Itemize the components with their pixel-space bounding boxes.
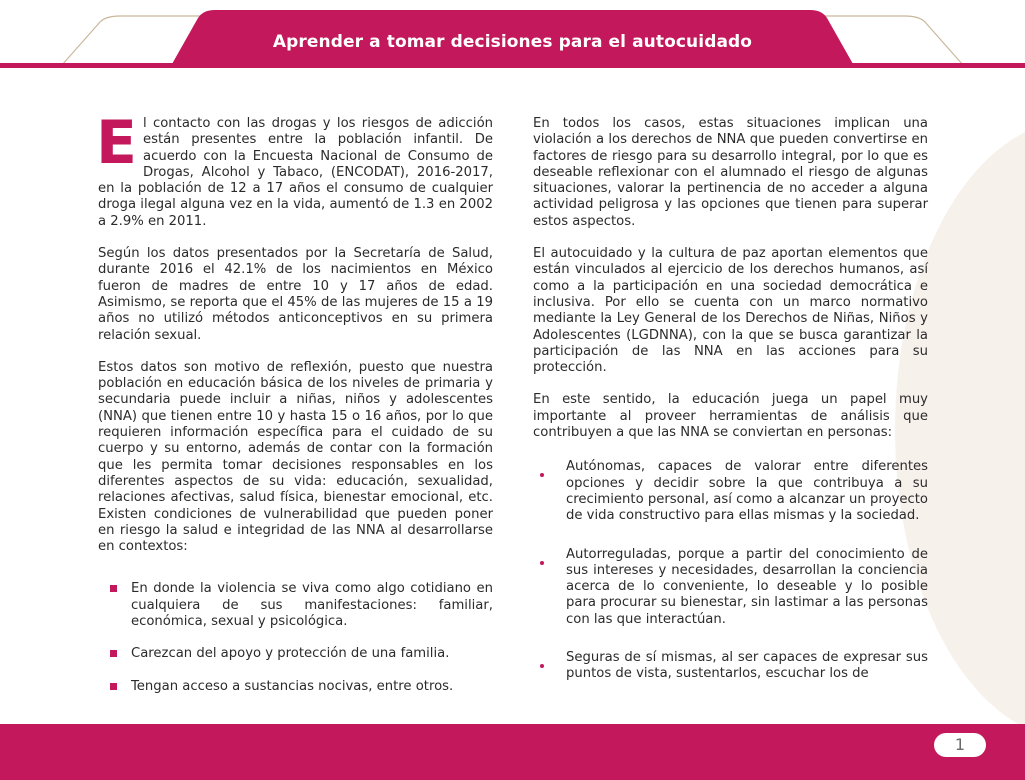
page-title: Aprender a tomar decisiones para el autocuidado xyxy=(272,32,753,52)
header-rule xyxy=(0,63,1025,68)
list-item xyxy=(533,650,928,683)
drop-cap: E xyxy=(96,108,137,178)
dot-bullet-icon xyxy=(540,473,544,477)
list-item xyxy=(98,581,493,630)
paragraph: Según los datos presentados por la Secretaría de Salud, durante 2016 el 42.1% de los nacimientos en México fueron de madres de entre 10 y 17 años de edad. Asimismo, se reporta que el 45% de las mujeres de 15 a 19 años no utilizó métodos anticonceptivos en su primera relación sexual. xyxy=(98,246,493,343)
square-bullet-icon xyxy=(110,585,117,592)
list-item xyxy=(533,459,928,524)
left-column xyxy=(96,108,493,711)
paragraph: Estos datos son motivo de reflexión, puesto que nuestra población en educación básica de los niveles de primaria y secundaria puede incluir a niñas, niños y adolescentes (NNA) que tienen entre 10 y hasta 15 o 16 años, por lo que requieren información específica para el cuidado de su cuerpo y su entorno, además de contar con la formación que les permita tomar decisiones responsables en los diferentes aspectos de su vida: educación, sexualidad, relaciones afectivas, salud física, bienestar emocional, etc. Existen condiciones de vulnerabilidad que pueden poner en riesgo la salud e integridad de las NNA al desarrollarse en contextos: xyxy=(98,359,493,555)
footer-bar xyxy=(0,724,1025,780)
right-column xyxy=(533,116,928,699)
dot-bullet-icon xyxy=(540,664,544,668)
list-item-text: Tengan acceso a sustancias nocivas, entre otros. xyxy=(131,678,454,694)
paragraph: El autocuidado y la cultura de paz aportan elementos que están vinculados al ejercicio de los derechos humanos, así como a la participación en una sociedad democrática e inclusiva. Por ello se cuenta con un marco normativo mediante la Ley General de los Derechos de Niñas, Niños y Adolescentes (LGDNNA), con la que se busca garantizar la participación de las NNA en las acciones para su protección. xyxy=(533,246,928,376)
list-item-text: En donde la violencia se viva como algo cotidiano en cualquiera de sus manifestaciones: familiar, económica, sexual y psicológica. xyxy=(131,581,493,630)
list-item-text: Autónomas, capaces de valorar entre diferentes opciones y decidir sobre la que contribuya a su crecimiento personal, así como a alcanzar un proyecto de vida constructivo para ellas mismas y la sociedad. xyxy=(566,459,928,524)
list-item xyxy=(98,646,493,662)
list-item-text: Carezcan del apoyo y protección de una familia. xyxy=(131,646,450,662)
list-item xyxy=(533,547,928,628)
paragraph: En todos los casos, estas situaciones implican una violación a los derechos de NNA que pueden convertirse en factores de riesgo para su desarrollo integral, por lo que es deseable reflexionar con el alumnado el riesgo de algunas situaciones, valorar la pertinencia de no acceder a alguna actividad peligrosa y las opciones que tienen para superar estos aspectos. xyxy=(533,116,928,229)
list-item xyxy=(98,679,493,695)
traits-list xyxy=(533,459,928,682)
paragraph: En este sentido, la educación juega un papel muy importante al proveer herramientas de análisis que contribuyen a que las NNA se conviertan en personas: xyxy=(533,392,928,441)
list-item-text: Seguras de sí mismas, al ser capaces de expresar sus puntos de vista, sustentarlos, escuchar los de xyxy=(566,650,928,682)
intro-paragraph xyxy=(96,108,493,230)
dot-bullet-icon xyxy=(540,561,544,565)
square-bullet-icon xyxy=(110,683,117,690)
context-list xyxy=(98,581,493,694)
intro-text: l contacto con las drogas y los riesgos de adicción están presentes entre la población infantil. De acuerdo con la Encuesta Nacional de Consumo de Drogas, Alcohol y Tabaco, (ENCODAT), 2016-2017, en la población de 12 a 17 años el consumo de cualquier droga ilegal alguna vez en la vida, aumentó de 1.3 en 2002 a 2.9% en 2011. xyxy=(98,116,493,229)
page-number: 1 xyxy=(934,733,986,757)
list-item-text: Autorreguladas, porque a partir del conocimiento de sus intereses y necesidades, desarrollan la conciencia acerca de lo conveniente, lo deseable y lo posible para procurar su bienestar, sin lastimar a las personas con las que interactúan. xyxy=(566,546,928,627)
square-bullet-icon xyxy=(110,650,117,657)
